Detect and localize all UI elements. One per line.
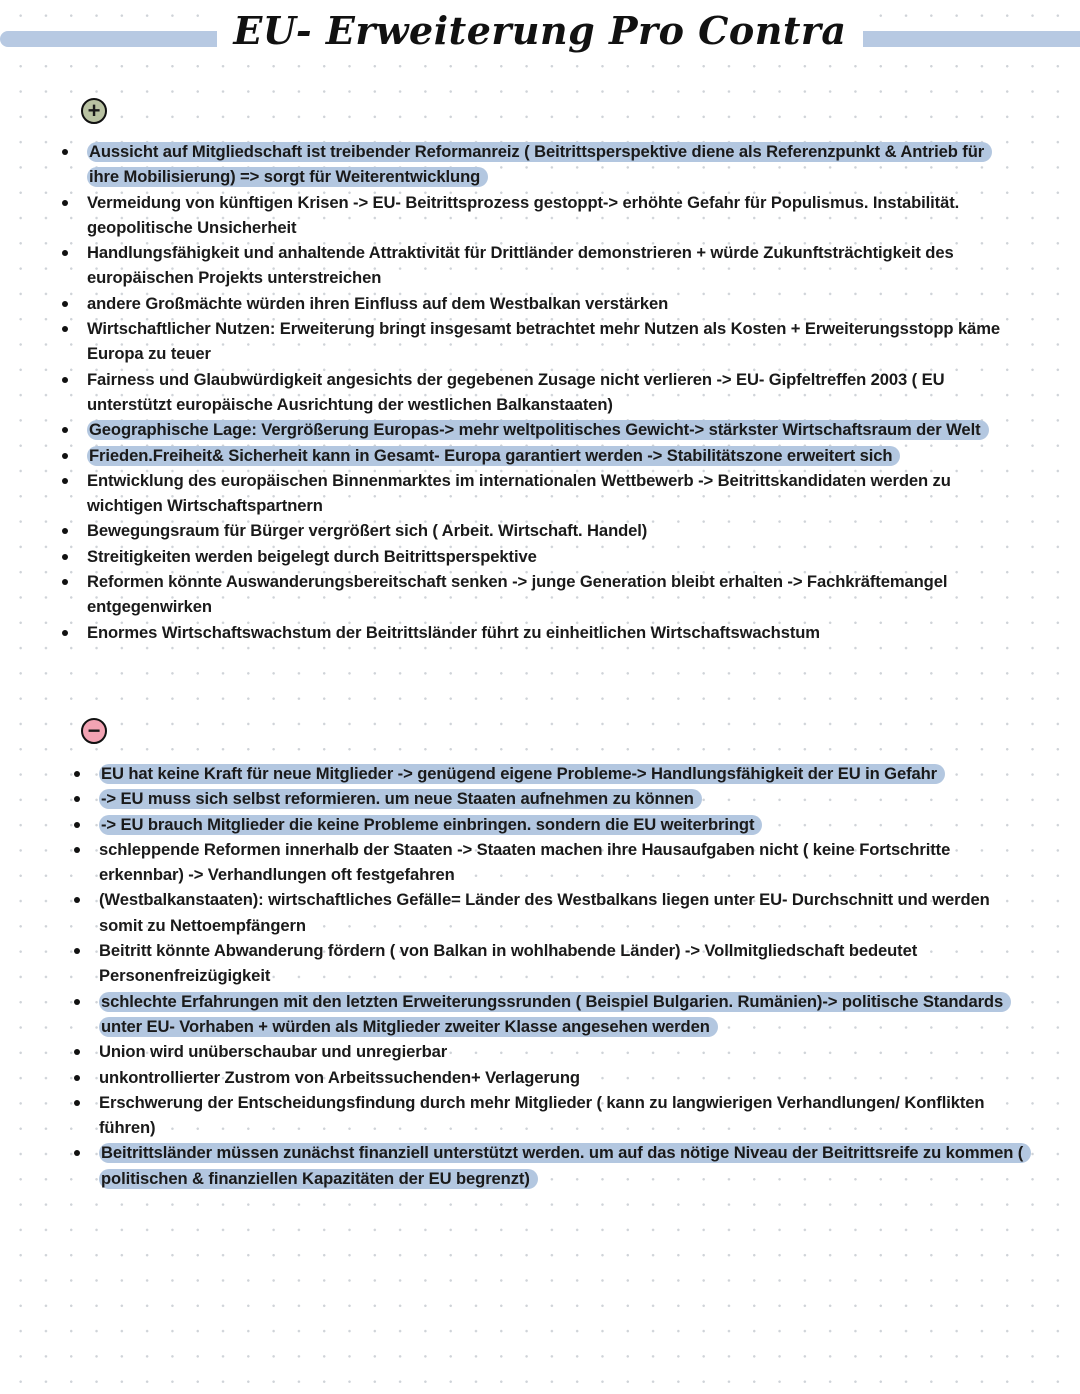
item-text: Handlungsfähigkeit und anhaltende Attraktivität für Drittländer demonstrieren + würde Zukunftsträchtigkeit des europäischen Projekts unterstreichen — [87, 243, 954, 288]
minus-circle-icon — [81, 718, 107, 744]
pro-list-item — [62, 417, 1012, 442]
item-text: schleppende Reformen innerhalb der Staaten -> Staaten machen ihre Hausaufgaben nicht ( keine Fortschritte erkennbar) -> Verhandlungen oft festgefahren — [99, 839, 951, 885]
contra-list-item — [74, 938, 1024, 989]
pro-list-item — [62, 468, 1012, 519]
highlighted-text: schlechte Erfahrungen mit den letzten Erweiterungssrunden ( Beispiel Bulgarien. Rumänien)-> politische Standards unter EU- Vorhaben + würden als Mitglieder zweiter Klasse angesehen werden — [99, 992, 1011, 1037]
contra-list-item — [74, 1065, 1024, 1090]
pro-list-item — [62, 620, 1012, 645]
contra-list-item — [74, 837, 1024, 888]
item-text: andere Großmächte würden ihren Einfluss auf dem Westbalkan verstärken — [87, 293, 669, 313]
highlighted-text: Beitrittsländer müssen zunächst finanziell unterstützt werden. um auf das nötige Niveau der Beitrittsreife zu kommen ( politischen & finanziellen Kapazitäten der EU begrenzt) — [99, 1143, 1031, 1188]
pro-list-item — [62, 518, 1012, 543]
item-text: Beitritt könnte Abwanderung fördern ( von Balkan in wohlhabende Länder) -> Vollmitgliedschaft bedeutet Personenfreizügigkeit — [99, 941, 918, 986]
pro-list-item — [62, 367, 1012, 418]
pro-list-item — [62, 569, 1012, 620]
contra-list-item — [74, 1140, 1024, 1191]
contra-list-item — [74, 761, 1024, 786]
highlighted-text: Aussicht auf Mitgliedschaft ist treibender Reformanreiz ( Beitrittsperspektive diene als Referenzpunkt & Antrieb für ihre Mobilisierung) => sorgt für Weiterentwicklung — [87, 142, 992, 187]
item-text: Fairness und Glaubwürdigkeit angesichts der gegebenen Zusage nicht verlieren -> EU- Gipfeltreffen 2003 ( EU unterstützt europäische Ausrichtung der westlichen Balkanstaaten) — [87, 369, 945, 414]
item-text: Bewegungsraum für Bürger vergrößert sich ( Arbeit. Wirtschaft. Handel) — [87, 521, 648, 541]
item-text: Enormes Wirtschaftswachstum der Beitrittsländer führt zu einheitlichen Wirtschaftswachstum — [87, 622, 820, 642]
contra-list-item — [74, 887, 1024, 938]
page-title-text: EU- Erweiterung Pro Contra — [217, 8, 862, 53]
pro-list-item — [62, 443, 1012, 468]
pro-list-item — [62, 544, 1012, 569]
highlighted-text: Geographische Lage: Vergrößerung Europas-> mehr weltpolitisches Gewicht-> stärkster Wirtschaftsraum der Welt — [87, 420, 989, 440]
plus-circle-icon — [81, 98, 107, 124]
highlighted-text: -> EU muss sich selbst reformieren. um neue Staaten aufnehmen zu können — [99, 789, 702, 809]
highlighted-text: Frieden.Freiheit& Sicherheit kann in Gesamt- Europa garantiert werden -> Stabilitätszone erweitert sich — [87, 446, 900, 466]
pro-list-item — [62, 190, 1012, 241]
pro-list-item — [62, 291, 1012, 316]
minus-symbol: − — [87, 718, 101, 743]
item-text: Erschwerung der Entscheidungsfindung durch mehr Mitglieder ( kann zu langwierigen Verhandlungen/ Konflikten führen) — [99, 1092, 985, 1138]
item-text: Vermeidung von künftigen Krisen -> EU- Beitrittsprozess gestoppt-> erhöhte Gefahr für Populismus. Instabilität. geopolitische Unsicherheit — [87, 192, 960, 237]
item-text: Union wird unüberschaubar und unregierbar — [99, 1042, 448, 1062]
item-text: (Westbalkanstaaten): wirtschaftliches Gefälle= Länder des Westbalkans liegen unter EU- Durchschnitt und werden somit zu Nettoempfängern — [99, 890, 990, 935]
contra-list-item — [74, 786, 1024, 811]
page-title — [0, 8, 1080, 53]
item-text: Reformen könnte Auswanderungsbereitschaft senken -> junge Generation bleibt erhalten -> Fachkräftemangel entgegenwirken — [87, 572, 948, 617]
contra-list-item — [74, 1039, 1024, 1064]
item-text: Entwicklung des europäischen Binnenmarktes im internationalen Wettbewerb -> Beitrittskandidaten werden zu wichtigen Wirtschaftspartnern — [87, 470, 951, 516]
contra-list-item — [74, 1090, 1024, 1141]
pro-list-item — [62, 316, 1012, 367]
highlighted-text: -> EU brauch Mitglieder die keine Probleme einbringen. sondern die EU weiterbringt — [99, 815, 762, 835]
contra-list-item — [74, 812, 1024, 837]
plus-symbol: + — [87, 98, 101, 123]
pro-list-item — [62, 240, 1012, 291]
item-text: unkontrollierter Zustrom von Arbeitssuchenden+ Verlagerung — [99, 1067, 580, 1087]
item-text: Wirtschaftlicher Nutzen: Erweiterung bringt insgesamt betrachtet mehr Nutzen als Kosten + Erweiterungsstopp käme Europa zu teuer — [87, 319, 1001, 364]
contra-list — [74, 761, 1024, 1191]
pro-list — [62, 139, 1012, 645]
item-text: Streitigkeiten werden beigelegt durch Beitrittsperspektive — [87, 546, 537, 566]
contra-list-item — [74, 989, 1024, 1040]
pro-list-item — [62, 139, 1012, 190]
highlighted-text: EU hat keine Kraft für neue Mitglieder -> genügend eigene Probleme-> Handlungsfähigkeit der EU in Gefahr — [99, 764, 945, 784]
